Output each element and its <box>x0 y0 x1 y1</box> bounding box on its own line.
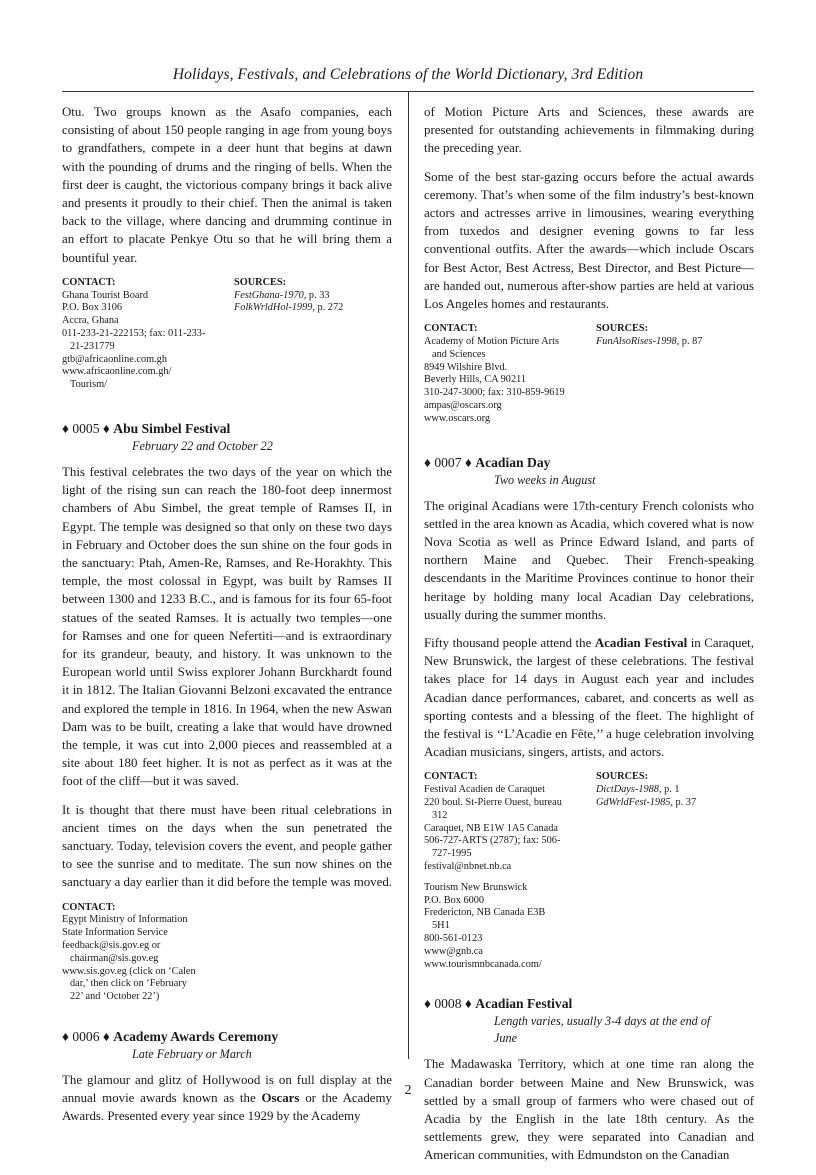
entry-date: Late February or March <box>132 1047 252 1062</box>
entry-0004-closing-paragraph: Otu. Two groups known as the Asafo companies, each consisting of about 150 people ranging in age from young boys to grandfathers, compete in a deer hunt that begins at dawn with the pounding of drums and the ringing of bells. When the first deer is caught, the victorious company brings it back alive and presents it proudly to their chief. Then the animal is taken back to the village, where dancing and drumming continue in an effort to placate Penkye Otu so that he will bring them a bountiful year. <box>62 105 392 265</box>
keyword-bold: Acadian Festival <box>594 636 688 651</box>
entry-title: Acadian Festival <box>475 996 573 1012</box>
entry-0005-paragraph-2: It is thought that there must have been ritual celebrations in ancient times on the days when the sun penetrated the sanctuary. Today, television covers the event, and people gather to see the sunrise and to meditate. The sun now shines on the sanctuary a day earlier than it did before the temple was moved. <box>62 802 393 890</box>
running-head: Holidays, Festivals, and Celebrations of the World Dictionary, 3rd Edition <box>172 66 644 83</box>
entry-0005-paragraph-1: This festival celebrates the two days of the year on which the light of the rising sun can reach the 180-foot deep innermost chambers of Abu Simbel, the great temple of Ramses II, in Egypt. The temple was designed so that only on these two days in February and October does the sun shine on the four gods in the sanctuary: Ptah, Amen-Re, Ramses, and Re-Horakhty. This temple, the most colossal in Egypt, was built by Ramses II between 1300 and 1233 B.C., and is famous for its four 65-foot statues of the seated Ramses. It is actually two temples—one for Ramses and one for queen Nefertiti—and is extraordinary for its grandeur, beauty, and history. It was unknown to the European world until Swiss explorer Johann Burckhardt found it in 1812. The Italian Giovanni Belzoni excavated the entrance and explored the temple in 1816. In 1964, when the new Aswan Dam was to be built, creating a lake that would have drowned the temple, it was cut into 2,000 pieces and reassembled at a site about 180 feet higher. It is not as perfect as it was at the foot of the cliff—but it was saved. <box>62 465 392 789</box>
column-divider <box>408 91 409 1059</box>
contact-website[interactable]: www.tourismnbcanada.com/ <box>424 958 542 970</box>
contact-website[interactable]: www.oscars.org <box>424 412 491 424</box>
contact-label: CONTACT: <box>62 901 116 913</box>
contact-block <box>424 323 596 425</box>
text-run: The glamour and glitz of Hollywood is on full display at the annual movie awards known as the <box>62 1073 392 1106</box>
page-number: 2 <box>404 1083 412 1098</box>
contact-line: P.O. Box 6000 <box>424 894 485 906</box>
entry-date: February 22 and October 22 <box>132 439 273 453</box>
entry-date-cont: June <box>494 1031 518 1046</box>
entry-title-line <box>424 454 754 472</box>
contact-line: Caraquet, NB E1W 1A5 Canada <box>424 822 558 834</box>
entry-0005-heading <box>62 420 392 455</box>
contact-line-cont: and Sciences <box>432 348 486 360</box>
contact-website[interactable]: www.africaonline.com.gh/ <box>62 366 172 378</box>
entry-0007-paragraph-2 <box>424 634 754 761</box>
keyword-bold: Oscars <box>261 1091 300 1106</box>
entry-0005-contact <box>62 902 392 1004</box>
source-title: FunAlsoRises-1998, <box>596 336 680 348</box>
entry-number: ♦ 0008 ♦ <box>424 996 472 1012</box>
contact-label: CONTACT: <box>62 276 116 288</box>
contact-block <box>424 771 596 971</box>
entry-number: ♦ 0006 ♦ <box>62 1029 110 1045</box>
source-page: p. 33 <box>306 289 330 301</box>
contact-website-cont: 22’ and ‘October 22’) <box>70 991 160 1003</box>
contact-spacer <box>424 874 596 882</box>
source-page: p. 1 <box>661 784 680 796</box>
entry-0006-contact-sources <box>424 323 754 425</box>
source-item <box>234 302 392 315</box>
entry-0007-paragraph-1: The original Acadians were 17th-century French colonists who settled in the area known as Acadia, which covered what is now Nova Scotia as well as Prince Edward Island, and parts of northern Maine and Quebec. Their French-speaking descendants in the Maritime Provinces continue to honor their heritage by holding many local Acadian Day celebrations, usually during the summer months. <box>424 498 754 622</box>
sources-block <box>596 323 754 425</box>
source-item <box>596 784 754 797</box>
left-column <box>62 103 392 1136</box>
contact-phone: 011-233-21-222153; fax: 011-233- <box>62 328 206 340</box>
contact-website-cont: dar,’ then click on ‘February <box>70 978 187 990</box>
contact-block <box>62 902 234 1004</box>
entry-number: ♦ 0005 ♦ <box>62 421 110 436</box>
contact-website-cont[interactable]: Tourism/ <box>70 379 108 391</box>
entry-0007-heading <box>424 454 754 489</box>
contact-line: 8949 Wilshire Blvd. <box>424 361 508 373</box>
entry-date: Length varies, usually 3-4 days at the end of <box>494 1014 711 1029</box>
contact-label: CONTACT: <box>424 323 478 335</box>
contact-line: Accra, Ghana <box>62 315 119 327</box>
contact-line-cont: 5H1 <box>432 920 450 932</box>
entry-title: Abu Simbel Festival <box>113 421 231 436</box>
contact-line: Beverly Hills, CA 90211 <box>424 374 527 386</box>
entry-0008-paragraph-1: The Madawaska Territory, which at one time ran along the Canadian border between Maine and New Brunswick, was settled by a small group of farmers who were chased out of Acadia by the English in the late 18th century. As the settlements grew, they were separated into Canadian and American communities, with Edmundston on the Canadian <box>424 1057 754 1163</box>
sources-block <box>234 277 392 392</box>
contact-label: CONTACT: <box>424 771 478 783</box>
sources-label: SOURCES: <box>596 771 649 783</box>
entry-title-line <box>62 1028 392 1046</box>
source-item <box>596 336 754 349</box>
contact-phone: 800-561-0123 <box>424 933 483 945</box>
sources-label: SOURCES: <box>596 323 649 335</box>
entry-0006-paragraph-1-cont: of Motion Picture Arts and Sciences, these awards are presented for outstanding achievements in filmmaking during the preceding year. <box>424 105 754 156</box>
source-item <box>596 797 754 810</box>
source-title: DictDays-1988, <box>596 784 662 796</box>
source-item <box>234 290 392 303</box>
source-title: FestGhana-1970, <box>234 289 307 301</box>
contact-line: Tourism New Brunswick <box>424 881 528 893</box>
entry-title-line <box>62 420 392 438</box>
entry-number: ♦ 0007 ♦ <box>424 454 472 470</box>
source-page: p. 37 <box>672 797 697 809</box>
text-run: or the Academy Awards. Presented every year since 1929 by the Academy <box>62 1091 392 1124</box>
contact-phone: 506-727-ARTS (2787); fax: 506- <box>424 835 561 847</box>
source-title: FolkWrldHol-1999, <box>234 302 315 314</box>
entry-title: Acadian Day <box>475 454 551 470</box>
entry-0006-heading <box>62 1028 392 1063</box>
contact-block <box>62 277 234 392</box>
contact-line: P.O. Box 3106 <box>62 302 123 314</box>
source-page: p. 87 <box>679 336 703 348</box>
text-run: in Caraquet, New Brunswick, the largest of these celebrations. The festival takes place for 14 days in August each year and includes Acadian dance performances, cabaret, and concerts as well as sporting contests and a blessing of the fleet. The highlight of the festival is ‘‘L’Acadie en Fête,’’ a huge celebration involving Acadian musicians, singers, artists, and actors. <box>424 636 754 760</box>
contact-line: 220 boul. St-Pierre Ouest, bureau <box>424 797 562 809</box>
entry-title-line <box>424 995 754 1013</box>
entry-date: Two weeks in August <box>494 472 596 487</box>
contact-email-cont[interactable]: chairman@sis.gov.eg <box>70 952 159 964</box>
contact-line: Academy of Motion Picture Arts <box>424 336 559 348</box>
contact-email[interactable]: ampas@oscars.org <box>424 400 502 412</box>
contact-line: Egypt Ministry of Information <box>62 914 188 926</box>
entry-0006-paragraph-2: Some of the best star-gazing occurs before the actual awards ceremony. That’s when some of the film industry’s best-known actors and actresses arrive in limousines, wearing everything from tuxedos and designer evening gowns to far less conventional outfits. After the awards—which include Oscars for Best Actor, Best Actress, Best Director, and Best Picture—are handed out, numerous after-show parties are held at various Los Angeles homes and restaurants. <box>424 169 754 312</box>
source-title: GdWrldFest-1985, <box>596 797 673 809</box>
entry-0004-contact-sources <box>62 277 392 392</box>
entry-0007-contact-sources <box>424 771 754 971</box>
contact-phone: 310-247-3000; fax: 310-859-9619 <box>424 387 565 399</box>
contact-website[interactable]: www.sis.gov.eg (click on ‘Calen <box>62 965 196 977</box>
sources-label: SOURCES: <box>234 276 287 288</box>
sources-block <box>596 771 754 971</box>
contact-line: Fredericton, NB Canada E3B <box>424 907 546 919</box>
contact-email[interactable]: feedback@sis.gov.eg or <box>62 940 161 952</box>
contact-line: Ghana Tourist Board <box>62 289 149 301</box>
contact-line-cont: 312 <box>432 809 448 821</box>
contact-email[interactable]: gtb@africaonline.com.gh <box>62 353 167 365</box>
contact-phone-cont: 21-231779 <box>70 340 115 352</box>
contact-phone-cont: 727-1995 <box>432 848 472 860</box>
source-page: p. 272 <box>314 302 344 314</box>
entry-title: Academy Awards Ceremony <box>113 1029 279 1045</box>
contact-email[interactable]: festival@nbnet.nb.ca <box>424 861 512 873</box>
contact-line: State Information Service <box>62 927 168 939</box>
contact-line: Festival Acadien de Caraquet <box>424 784 545 796</box>
text-run: Fifty thousand people attend the <box>424 636 595 651</box>
entry-0008-heading <box>424 995 754 1047</box>
right-column <box>424 103 754 1175</box>
contact-email[interactable]: www@gnb.ca <box>424 945 483 957</box>
